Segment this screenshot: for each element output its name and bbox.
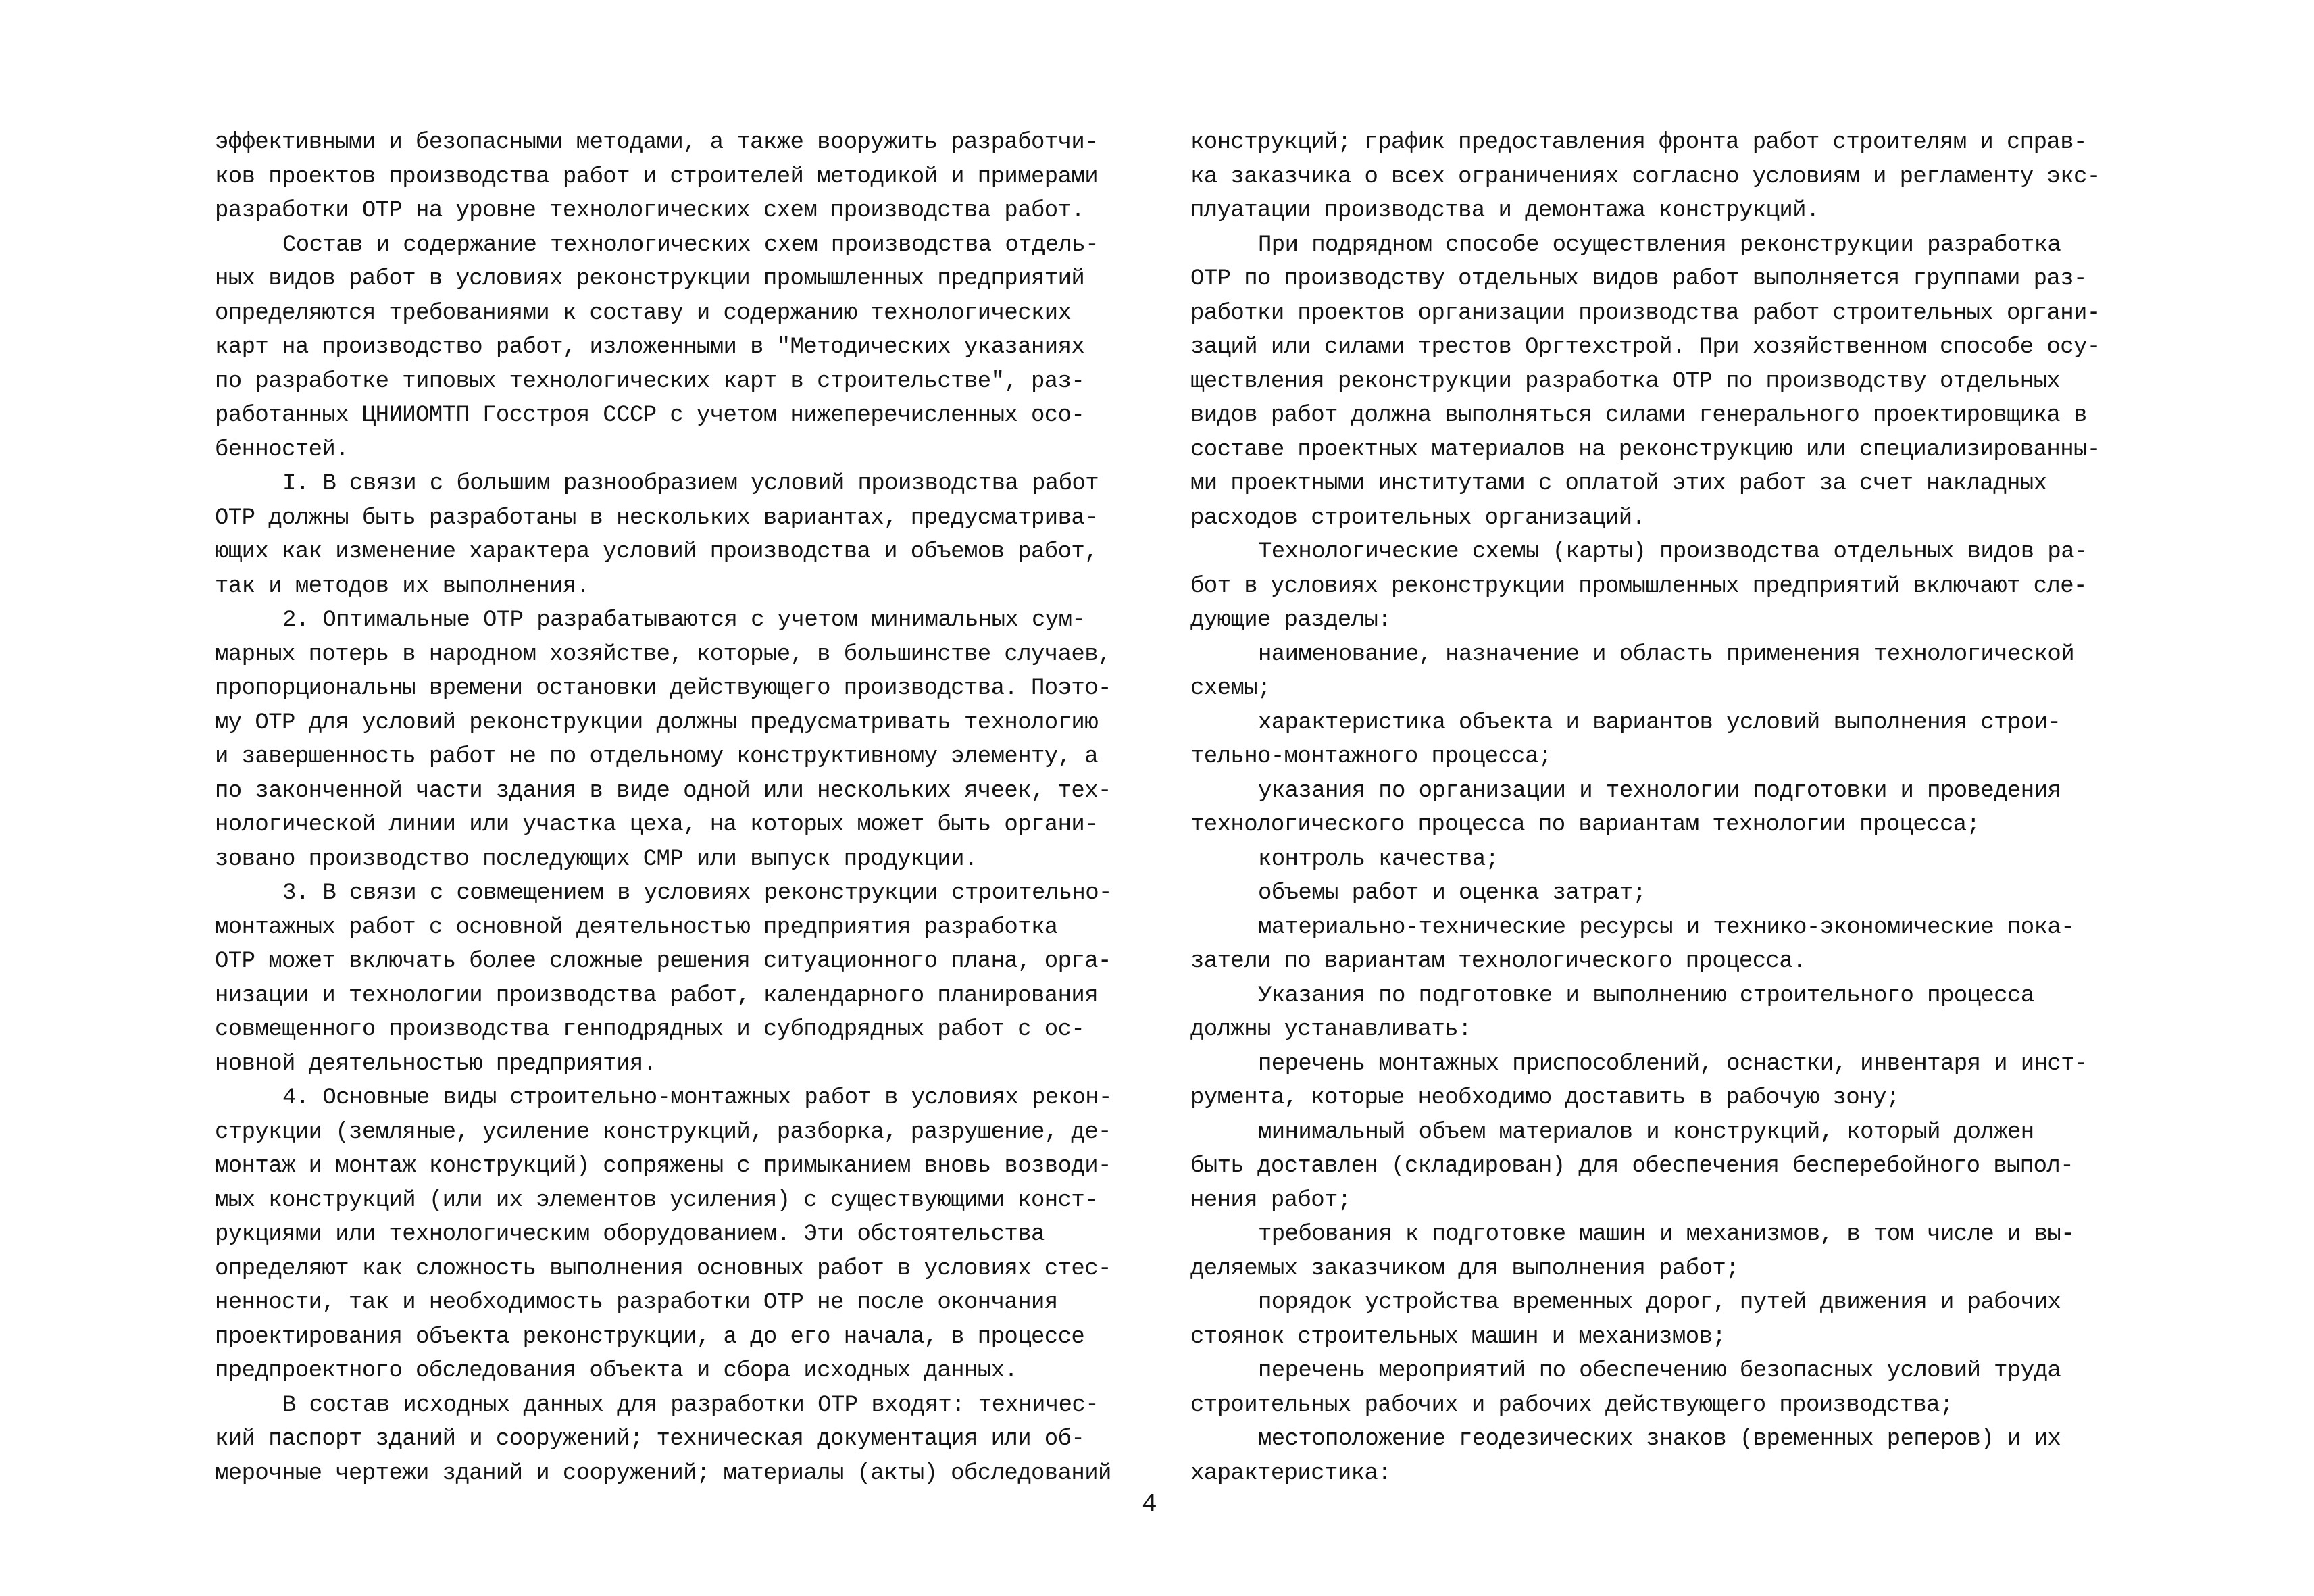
text-line: наименование, назначение и область применения технологической — [1258, 641, 2075, 668]
text-line: ОТР должны быть разработаны в нескольких вариантах, предусматрива- — [215, 505, 1099, 531]
text-line: ка заказчика о всех ограничениях согласно условиям и регламенту экс- — [1190, 164, 2101, 190]
text-line: определяют как сложность выполнения основных работ в условиях стес- — [215, 1255, 1111, 1282]
page-number: 4 — [1142, 1490, 1157, 1519]
text-line: марных потерь в народном хозяйстве, которые, в большинстве случаев, — [215, 641, 1111, 668]
text-line: струкции (земляные, усиление конструкций, разборка, разрушение, де- — [215, 1119, 1111, 1145]
text-line: монтажных работ с основной деятельностью предприятия разработка — [215, 914, 1058, 941]
text-line: бенностей. — [215, 437, 349, 463]
text-line: разработки ОТР на уровне технологических схем производства работ. — [215, 198, 1085, 224]
text-line: кий паспорт зданий и сооружений; техническая документация или об- — [215, 1426, 1085, 1452]
text-line: румента, которые необходимо доставить в рабочую зону; — [1190, 1085, 1900, 1111]
text-line: Состав и содержание технологических схем производства отдель- — [282, 232, 1099, 258]
text-line: заций или силами трестов Оргтехстрой. При хозяйственном способе осу- — [1190, 334, 2101, 360]
text-line: ОТР по производству отдельных видов работ выполняется группами раз- — [1190, 266, 2087, 292]
text-line: В состав исходных данных для разработки ОТР входят: техничес- — [282, 1392, 1099, 1418]
text-line: работки проектов организации производства работ строительных органи- — [1190, 300, 2101, 326]
text-line: 3. В связи с совмещением в условиях реконструкции строительно- — [282, 880, 1112, 906]
text-line: тельно-монтажного процесса; — [1190, 744, 1552, 770]
text-line: дующие разделы: — [1190, 607, 1392, 633]
text-line: составе проектных материалов на реконструкцию или специализированны- — [1190, 437, 2101, 463]
text-line: перечень монтажных приспособлений, оснастки, инвентаря и инст- — [1258, 1051, 2088, 1077]
text-line: карт на производство работ, изложенными в "Методических указаниях — [215, 334, 1085, 360]
text-line: минимальный объем материалов и конструкций, который должен — [1258, 1119, 2034, 1145]
text-line: 2. Оптимальные ОТР разрабатываются с учетом минимальных сум- — [282, 607, 1086, 633]
text-line: ществления реконструкции разработка ОТР по производству отдельных — [1190, 368, 2061, 395]
text-line: схемы; — [1190, 676, 1271, 701]
left-text-column — [215, 126, 1134, 1491]
text-line: порядок устройства временных дорог, путей движения и рабочих — [1258, 1290, 2061, 1316]
text-line: ОТР может включать более сложные решения ситуационного плана, орга- — [215, 949, 1111, 974]
text-line: нологической линии или участка цеха, на которых может быть органи- — [215, 812, 1099, 838]
text-line: технологического процесса по вариантам технологии процесса; — [1190, 812, 1980, 838]
text-line: работанных ЦНИИОМТП Госстроя СССР с учетом нижеперечисленных осо- — [215, 403, 1085, 428]
text-line: плуатации производства и демонтажа конструкций. — [1190, 198, 1819, 224]
text-line: указания по организации и технологии подготовки и проведения — [1258, 778, 2061, 804]
text-line: предпроектного обследования объекта и сбора исходных данных. — [215, 1358, 1018, 1384]
text-line: строительных рабочих и рабочих действующего производства; — [1190, 1392, 1953, 1418]
text-line: проектирования объекта реконструкции, а до его начала, в процессе — [215, 1324, 1085, 1350]
text-line: При подрядном способе осуществления реконструкции разработка — [1258, 232, 2061, 258]
text-line: материально-технические ресурсы и технико-экономические пока- — [1258, 914, 2075, 941]
text-line: нения работ; — [1190, 1187, 1351, 1214]
text-line: совмещенного производства генподрядных и субподрядных работ с ос- — [215, 1017, 1085, 1043]
text-line: местоположение геодезических знаков (временных реперов) и их — [1258, 1426, 2061, 1452]
text-line: стоянок строительных машин и механизмов; — [1190, 1324, 1726, 1350]
text-line: и завершенность работ не по отдельному конструктивному элементу, а — [215, 744, 1099, 770]
text-line: видов работ должна выполняться силами генерального проектировщика в — [1190, 403, 2087, 428]
text-line: ющих как изменение характера условий производства и объемов работ, — [215, 539, 1099, 565]
right-text-column — [1190, 126, 2123, 1491]
text-line: ненности, так и необходимость разработки ОТР не после окончания — [215, 1290, 1058, 1316]
text-line: быть доставлен (складирован) для обеспечения бесперебойного выпол- — [1190, 1153, 2074, 1179]
text-line: характеристика объекта и вариантов условий выполнения строи- — [1258, 709, 2061, 736]
text-line: бот в условиях реконструкции промышленных предприятий включают сле- — [1190, 573, 2087, 599]
text-line: объемы работ и оценка затрат; — [1258, 880, 1646, 906]
text-line: ных видов работ в условиях реконструкции промышленных предприятий — [215, 266, 1085, 292]
text-line: затели по вариантам технологического процесса. — [1190, 949, 1806, 974]
text-line: определяются требованиями к составу и содержанию технологических — [215, 300, 1072, 326]
text-line: должны устанавливать: — [1190, 1017, 1472, 1043]
text-line: ми проектными институтами с оплатой этих работ за счет накладных — [1190, 471, 2047, 497]
text-line: 4. Основные виды строительно-монтажных работ в условиях рекон- — [282, 1085, 1112, 1111]
text-line: характеристика: — [1190, 1460, 1392, 1487]
text-line: зовано производство последующих СМР или выпуск продукции. — [215, 846, 978, 872]
text-line: перечень мероприятий по обеспечению безопасных условий труда — [1258, 1358, 2061, 1384]
text-line: рукциями или технологическим оборудованием. Эти обстоятельства — [215, 1222, 1045, 1247]
text-line: Технологические схемы (карты) производства отдельных видов ра- — [1258, 539, 2088, 565]
text-line: требования к подготовке машин и механизмов, в том числе и вы- — [1258, 1222, 2075, 1247]
text-line: Указания по подготовке и выполнению строительного процесса — [1258, 982, 2034, 1009]
text-line: пропорциональны времени остановки действующего производства. Поэто- — [215, 676, 1111, 701]
text-line: деляемых заказчиком для выполнения работ; — [1190, 1255, 1739, 1282]
text-line: мых конструкций (или их элементов усиления) с существующими конст- — [215, 1187, 1099, 1214]
text-line: по законченной части здания в виде одной или нескольких ячеек, тех- — [215, 778, 1111, 804]
text-line: му ОТР для условий реконструкции должны предусматривать технологию — [215, 709, 1099, 736]
text-line: по разработке типовых технологических карт в строительстве", раз- — [215, 368, 1085, 395]
text-line: эффективными и безопасными методами, а также вооружить разработчи- — [215, 130, 1099, 155]
text-line: монтаж и монтаж конструкций) сопряжены с примыканием вновь возводи- — [215, 1153, 1111, 1179]
text-line: расходов строительных организаций. — [1190, 505, 1646, 531]
text-line: мерочные чертежи зданий и сооружений; материалы (акты) обследований — [215, 1460, 1111, 1487]
text-line: новной деятельностью предприятия. — [215, 1051, 657, 1077]
text-line: ков проектов производства работ и строителей методикой и примерами — [215, 164, 1099, 190]
text-line: I. В связи с большим разнообразием условий производства работ — [282, 471, 1099, 497]
text-line: так и методов их выполнения. — [215, 573, 590, 599]
text-line: низации и технологии производства работ, календарного планирования — [215, 982, 1099, 1009]
text-line: контроль качества; — [1258, 846, 1499, 872]
text-line: конструкций; график предоставления фронта работ строителям и справ- — [1190, 130, 2087, 155]
